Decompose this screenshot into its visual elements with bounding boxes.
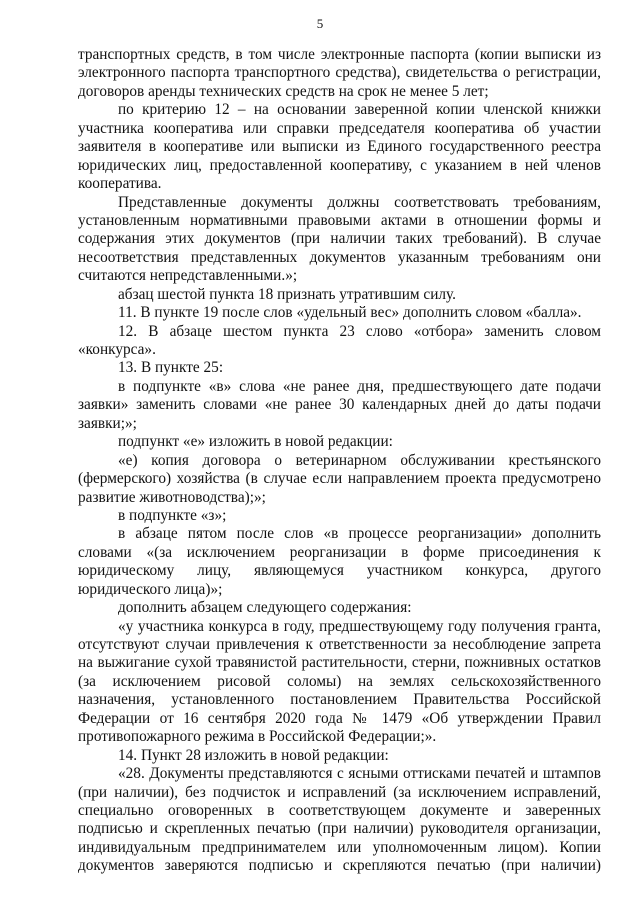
text-line: содержания этих документов (при наличии таких требований). В случае <box>78 230 601 248</box>
text-line: индивидуальным предпринимателем или уполномоченным лицом). Копии <box>78 838 601 856</box>
text-line: по критерию 12 – на основании заверенной копии членской книжки <box>118 101 601 119</box>
text-line: юридических лиц, предоставленной кооперативу, с указанием в ней членов <box>78 156 601 174</box>
text-line: подпункт «е» изложить в новой редакции: <box>118 433 393 451</box>
text-line: договоров аренды технических средств на срок не менее 5 лет; <box>78 82 489 100</box>
text-line: на выжигание сухой травянистой растительности, стерни, пожнивных остатков <box>78 654 601 672</box>
text-line: заявителя в кооперативе или выписки из Единого государственного реестра <box>78 138 601 156</box>
text-line: «е) копия договора о ветеринарном обслуживании крестьянского <box>118 451 601 469</box>
text-line: «конкурса». <box>78 341 156 358</box>
text-line: назначения, установленного постановлением Правительства Российской <box>78 691 601 709</box>
text-line: (при наличии), без подчисток и исправлений (за исключением исправлений, <box>78 783 601 801</box>
text-line: считаются непредставленными.»; <box>78 267 298 285</box>
text-line: в подпункте «в» слова «не ранее дня, предшествующего дате подачи <box>118 377 601 395</box>
text-line: дополнить абзацем следующего содержания: <box>118 599 412 617</box>
text-line: (фермерского) хозяйства (в случае если направлением проекта предусмотрено <box>78 470 601 488</box>
text-line: несоответствия представленных документов указанным требованиям они <box>78 248 601 266</box>
text-line: электронного паспорта транспортного средства), свидетельства о регистрации, <box>78 64 601 82</box>
text-line: заявки» заменить словами «не ранее 30 календарных дней до даты подачи <box>78 396 601 414</box>
page-number: 5 <box>316 16 324 31</box>
text-line: Федерации от 16 сентября 2020 года № 1479 «Об утверждении Правил <box>78 709 601 727</box>
text-line: специально оговоренных в соответствующем документе и заверенных <box>78 801 601 819</box>
text-line: Представленные документы должны соответствовать требованиям, <box>118 193 601 211</box>
text-line: юридическому лицу, являющемуся участником конкурса, другого <box>78 562 601 580</box>
text-line: «у участника конкурса в году, предшествующему году получения гранта, <box>118 617 601 635</box>
text-line: словами «(за исключением реорганизации в форме присоединения к <box>78 543 601 561</box>
text-line: в абзаце пятом после слов «в процессе реорганизации» дополнить <box>118 525 601 543</box>
text-line: участника кооператива или справки председателя кооператива об участии <box>78 119 601 137</box>
text-line: развитие животноводства);»; <box>78 488 266 506</box>
text-line: транспортных средств, в том числе электронные паспорта (копии выписки из <box>78 46 601 63</box>
text-line: 12. В абзаце шестом пункта 23 слово «отбора» заменить словом <box>118 322 601 340</box>
text-line: (за исключением рисовой соломы) на землях сельскохозяйственного <box>78 672 601 690</box>
text-line: установленным нормативными правовыми актами в отношении формы и <box>78 211 601 229</box>
text-line: 13. В пункте 25: <box>118 359 224 377</box>
text-line: заявки;»; <box>78 414 137 432</box>
text-line: 14. Пункт 28 изложить в новой редакции: <box>118 746 389 764</box>
text-line: юридического лица)»; <box>78 580 223 598</box>
text-line: противопожарного режима в Российской Федерации;». <box>78 728 437 746</box>
text-line: абзац шестой пункта 18 признать утратившим силу. <box>118 285 456 303</box>
text-line: отсутствуют случаи привлечения к ответственности за несоблюдение запрета <box>78 636 601 653</box>
text-line: в подпункте «з»; <box>118 506 227 524</box>
text-line: документов заверяются подписью и скрепляются печатью (при наличии) <box>78 857 601 875</box>
text-line: подписью и скрепленных печатью (при наличии) руководителя организации, <box>78 820 601 838</box>
document-body <box>78 46 601 876</box>
text-line: 11. В пункте 19 после слов «удельный вес» дополнить словом «балла». <box>118 304 582 322</box>
text-line: кооператива. <box>78 175 162 193</box>
text-line: «28. Документы представляются с ясными оттисками печатей и штампов <box>118 765 601 783</box>
